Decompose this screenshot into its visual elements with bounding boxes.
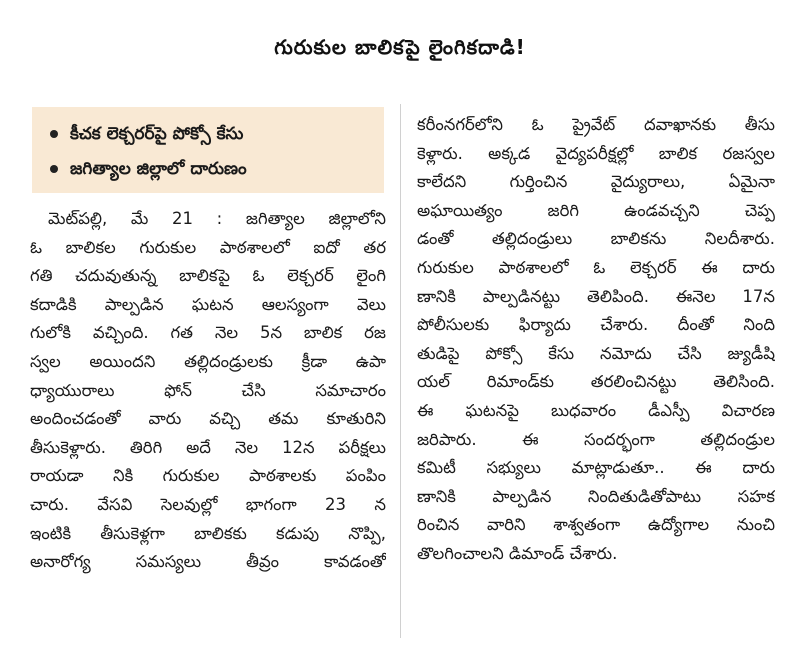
text-line: ణానికి పాల్పడిన నిందితుడితోపాటు సహక (417, 486, 775, 506)
article-column-right (417, 111, 775, 569)
text-line: కరీంనగర్‌లోని ఓ ప్రైవేట్ దవాఖానకు తీసు (417, 115, 775, 134)
highlight-text: జగిత్యాల జిల్లాలో దారుణం (70, 159, 247, 179)
bullet-icon (50, 130, 58, 138)
text-line: ణానికి పాల్పడినట్టు తెలిపింది. ఈనెల 17న (417, 286, 775, 306)
text-line: స్వల అయిందని తల్లిదండ్రులకు క్రీడా ఉపా (30, 351, 386, 371)
highlight-text: కీచక లెక్చరర్‌పై పోక్సో కేసు (70, 124, 244, 144)
text-line: గులోకి వచ్చింది. గత నెల 5న బాలిక రజ (30, 323, 386, 343)
text-line: ఇంటికి తీసుకెళ్లగా బాలికకు కడుపు నొప్పి, (30, 523, 386, 543)
text-line: కదాడికి పాల్పడిన ఘటన ఆలస్యంగా వెలు (30, 294, 386, 314)
text-line: డంతో తల్లిదండ్రులు బాలికను నిలదీశారు. (417, 229, 775, 249)
article-column-left (30, 205, 386, 577)
column-divider (400, 104, 401, 638)
text-line: యల్ రిమాండ్‌కు తరలించినట్టు తెలిసింది. (417, 372, 775, 392)
text-line: అనారోగ్య సమస్యలు తీవ్రం కావడంతో (30, 552, 386, 572)
text-line: అఘాయిత్యం జరిగి ఉండవచ్చని చెప్ప (417, 200, 775, 220)
text-line: చారు. వేసవి సెలవుల్లో భాగంగా 23 న (30, 494, 386, 514)
text-line: మెట్‌పల్లి, మే 21 : జగిత్యాల జిల్లాలోని (48, 209, 386, 228)
text-line: రించిన వారిని శాశ్వతంగా ఉద్యోగాల నుంచి (417, 515, 775, 535)
text-line: అందించడంతో వారు వచ్చి తమ కూతురిని (30, 409, 386, 429)
text-line: తొలగించాలని డిమాండ్ చేశారు. (417, 543, 618, 563)
text-line: గతి చదువుతున్న బాలికపై ఓ లెక్చరర్ లైంగి (30, 266, 386, 286)
text-line: పోలీసులకు ఫిర్యాదు చేశారు. దీంతో నింది (417, 315, 775, 335)
headline: గురుకుల బాలికపై లైంగికదాడి! (274, 35, 526, 59)
highlights-box (32, 107, 384, 193)
text-line: రాయడా నికి గురుకుల పాఠశాలకు పంపిం (30, 466, 386, 486)
text-line: కమిటీ సభ్యులు మాట్లాడుతూ.. ఈ దారు (417, 458, 775, 478)
text-line: ధ్యాయురాలు ఫోన్ చేసి సమాచారం (30, 380, 386, 400)
text-line: ఓ బాలికల గురుకుల పాఠశాలలో ఐదో తర (30, 237, 386, 257)
text-line: తీసుకెళ్లారు. తిరిగి అదే నెల 12న పరీక్షలు (30, 437, 386, 457)
text-line: తుడిపై పోక్సో కేసు నమోదు చేసి జ్యుడీషి (417, 343, 775, 363)
highlight-item (50, 119, 243, 149)
bullet-icon (50, 165, 58, 173)
text-line: ఈ ఘటనపై బుధవారం డీఎస్పీ విచారణ (417, 400, 775, 420)
text-line: గురుకుల పాఠశాలలో ఓ లెక్చరర్ ఈ దారు (417, 257, 775, 277)
text-line: కెళ్లారు. అక్కడ వైద్యపరీక్షల్లో బాలిక రజస్వల (417, 143, 775, 163)
highlight-item (50, 154, 247, 184)
text-line: జరిపారు. ఈ సందర్భంగా తల్లిదండ్రుల (417, 429, 775, 449)
text-line: కాలేదని గుర్తించిన వైద్యురాలు, ఏమైనా (417, 172, 775, 192)
